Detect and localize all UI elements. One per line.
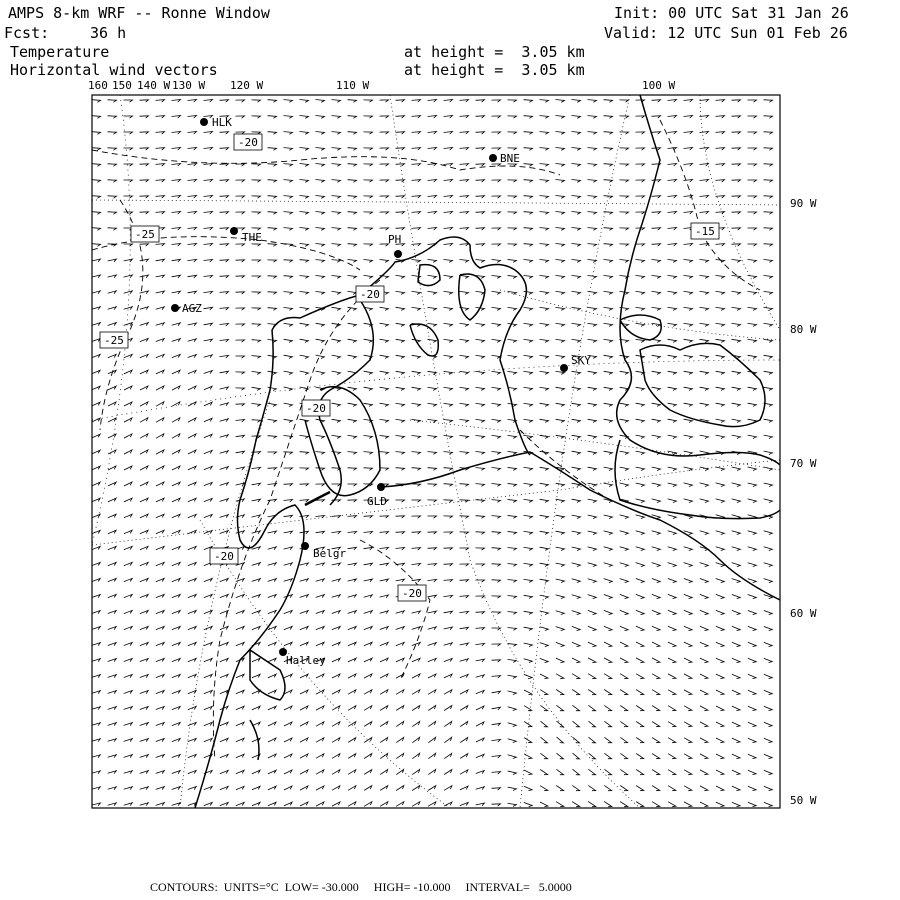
- forecast-hours: 36 h: [90, 24, 127, 42]
- height-wind: at height = 3.05 km: [404, 61, 585, 79]
- station-marker-belgr: [301, 542, 309, 550]
- station-marker-the: [230, 227, 238, 235]
- station-agz: AGZ: [182, 302, 202, 315]
- lon-label-100: 100 W: [642, 79, 676, 92]
- contour-label-8: -20: [402, 587, 422, 600]
- lon-label-150: 150: [112, 79, 132, 92]
- lon-label-160: 160: [88, 79, 108, 92]
- station-bne: BNE: [500, 152, 520, 165]
- lon-label-120: 120 W: [230, 79, 264, 92]
- lon-label-130: 130 W: [172, 79, 206, 92]
- station-hlk: HLK: [212, 116, 232, 129]
- station-belgr: Belgr: [313, 547, 347, 560]
- station-marker-ph: [394, 250, 402, 258]
- init-time: Init: 00 UTC Sat 31 Jan 26: [614, 4, 849, 22]
- lat-label-70: 70 W: [790, 457, 817, 470]
- contour-label-2: -25: [135, 228, 155, 241]
- height-temperature: at height = 3.05 km: [404, 43, 585, 61]
- contour-label-5: -25: [104, 334, 124, 347]
- field-temperature: Temperature: [10, 43, 110, 61]
- station-marker-hlk: [200, 118, 208, 126]
- station-halley: Halley: [286, 654, 326, 667]
- model-title: AMPS 8-km WRF -- Ronne Window: [8, 4, 270, 22]
- contour-label-7: -20: [214, 550, 234, 563]
- lat-label-90: 90 W: [790, 197, 817, 210]
- station-marker-gld: [377, 483, 385, 491]
- station-marker-agz: [171, 304, 179, 312]
- field-wind: Horizontal wind vectors: [10, 61, 218, 79]
- contour-legend: CONTOURS: UNITS=°C LOW= -30.000 HIGH= -10.000 INTERVAL= 5.0000: [150, 880, 572, 894]
- lon-label-110: 110 W: [336, 79, 370, 92]
- contour-label-1: -20: [238, 136, 258, 149]
- station-marker-sky: [560, 364, 568, 372]
- lat-label-50: 50 W: [790, 794, 817, 807]
- temperature-contours: [92, 120, 760, 760]
- station-marker-bne: [489, 154, 497, 162]
- contour-label-6: -20: [306, 402, 326, 415]
- station-sky: SKY: [571, 354, 591, 367]
- lon-label-140: 140 W: [137, 79, 171, 92]
- station-the: THE: [242, 231, 262, 244]
- forecast-label: Fcst:: [4, 24, 50, 42]
- coastline: [195, 95, 780, 808]
- station-ph: PH: [388, 233, 402, 246]
- lat-label-60: 60 W: [790, 607, 817, 620]
- contour-label-4: -20: [360, 288, 380, 301]
- contour-label-3: -15: [695, 225, 715, 238]
- valid-time: Valid: 12 UTC Sun 01 Feb 26: [604, 24, 848, 42]
- lat-label-80: 80 W: [790, 323, 817, 336]
- station-gld: GLD: [367, 495, 387, 508]
